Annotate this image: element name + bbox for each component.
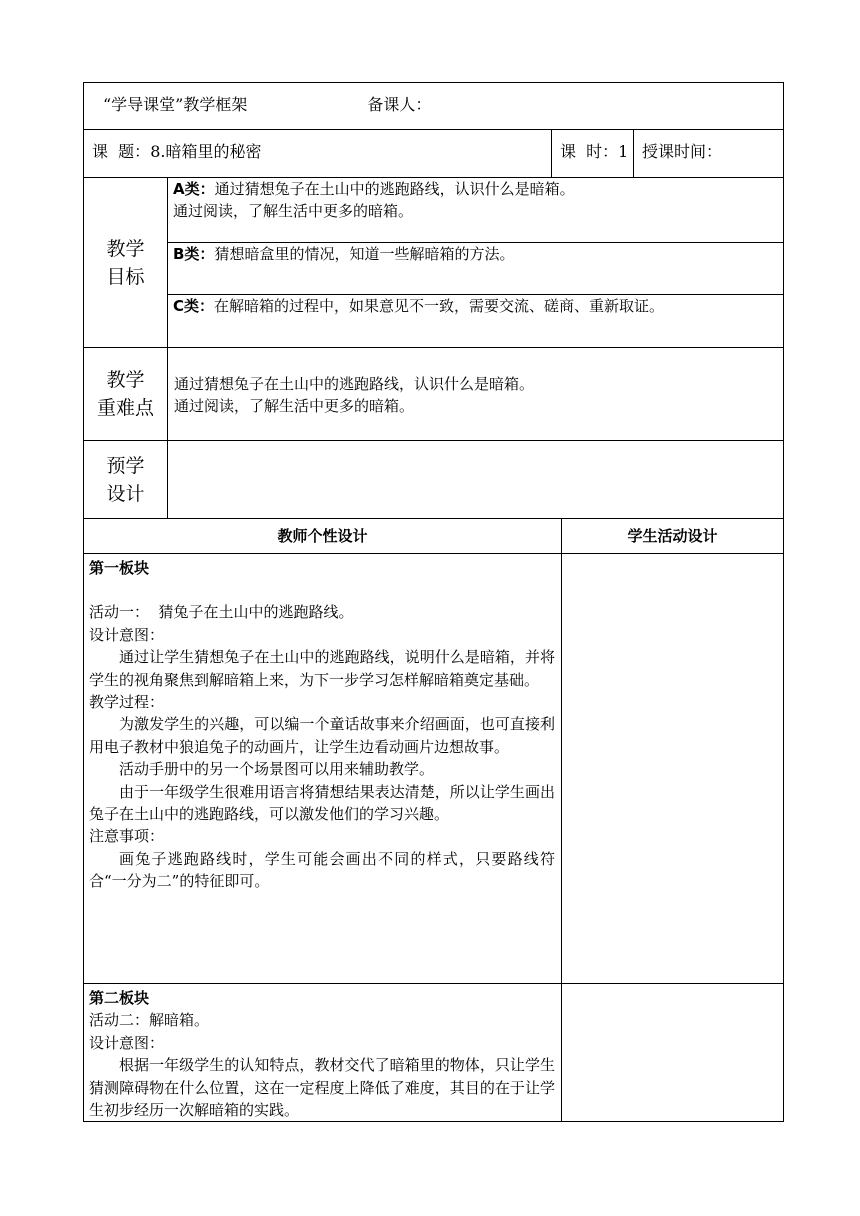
header-row: [84, 83, 784, 130]
design-header-row: [84, 519, 784, 554]
preview-cell: [168, 441, 784, 519]
goal-a-cell: [168, 178, 784, 243]
goal-b-tag: B类：: [173, 245, 215, 263]
preview-label-line1: 预学: [106, 454, 145, 477]
header-cell: [84, 83, 784, 130]
framework-title: “学导课堂”教学框架: [103, 95, 248, 114]
section1-note-text: 画兔子逃跑路线时，学生可能会画出不同的样式，只要路线符合“一分为二”的特征即可。: [89, 849, 555, 891]
goals-label-line1: 教学: [106, 237, 145, 260]
teaching-time-cell: [634, 130, 784, 178]
focus-label-line1: 教学: [106, 369, 145, 391]
topic-row: [84, 130, 784, 178]
preview-label: [84, 441, 168, 519]
goal-a-text2: 通过阅读，了解生活中更多的暗箱。: [173, 202, 414, 220]
section1-intent-text: 通过让学生猜想兔子在土山中的逃跑路线，说明什么是暗箱，并将学生的视角聚焦到解暗箱上来，为下一步学习怎样解暗箱奠定基础。: [89, 648, 555, 689]
goal-b-row: [84, 243, 784, 295]
goal-c-cell: [168, 295, 784, 348]
section1-note-label: 注意事项：: [89, 827, 165, 846]
topic-cell: [84, 130, 552, 178]
goals-label-line2: 目标: [106, 265, 145, 288]
section1-student-cell: [562, 554, 784, 984]
teaching-time-label: 授课时间：: [642, 142, 723, 161]
class-hours: 课 时：1: [560, 142, 629, 161]
focus-label-line2: 重难点: [96, 397, 154, 419]
section2-student-cell: [562, 984, 784, 1122]
goal-a-text: 通过猜想兔子在土山中的逃跑路线，认识什么是暗箱。: [214, 180, 575, 198]
goal-b-cell: [168, 243, 784, 295]
focus-line1: 通过猜想兔子在土山中的逃跑路线，认识什么是暗箱。: [174, 375, 535, 393]
topic-label: 课 题：: [92, 142, 151, 161]
preview-label-line2: 设计: [106, 482, 145, 505]
student-design-header: 学生活动设计: [562, 519, 784, 554]
section1-process-p1: 为激发学生的兴趣，可以编一个童话故事来介绍画面，也可直接利用电子教材中狼追兔子的动画片，让学生边看动画片边想故事。: [89, 715, 555, 756]
section1-intent-label: 设计意图：: [89, 625, 165, 644]
goal-c-row: [84, 295, 784, 348]
section2-row: [84, 984, 784, 1122]
goal-c-tag: C类：: [173, 297, 215, 315]
section1-process-p2: 活动手册中的另一个场景图可以用来辅助教学。: [119, 760, 435, 779]
section1-title: 第一板块: [89, 559, 150, 577]
focus-row: [84, 348, 784, 441]
section1-activity: 活动一： 猜兔子在土山中的逃跑路线。: [89, 603, 354, 622]
section2-cell: [84, 984, 562, 1122]
teacher-design-header: 教师个性设计: [84, 519, 562, 554]
preview-row: [84, 441, 784, 519]
topic-value: 8.暗箱里的秘密: [150, 142, 262, 161]
focus-line2: 通过阅读，了解生活中更多的暗箱。: [174, 397, 415, 415]
focus-label: [84, 348, 168, 441]
design-table: [83, 518, 784, 1122]
section2-intent-label: 设计意图：: [89, 1033, 165, 1052]
section2-title: 第二板块: [89, 989, 150, 1007]
goal-c-text: 在解暗箱的过程中，如果意见不一致，需要交流、磋商、重新取证。: [214, 297, 665, 315]
section1-cell: [84, 554, 562, 984]
goal-b-text: 猜想暗盒里的情况，知道一些解暗箱的方法。: [214, 245, 515, 263]
teacher-label: 备课人：: [367, 95, 432, 114]
class-hours-cell: [552, 130, 634, 178]
focus-cell: [168, 348, 784, 441]
section1-row: [84, 554, 784, 984]
goals-label: [84, 178, 168, 348]
lesson-info-table: [83, 82, 784, 519]
section2-intent-text: 根据一年级学生的认知特点，教材交代了暗箱里的物体，只让学生猜测障碍物在什么位置，这在一定程度上降低了难度，其目的在于让学生初步经历一次解暗箱的实践。: [89, 1056, 555, 1120]
section2-activity: 活动二：解暗箱。: [89, 1011, 210, 1030]
section1-process-label: 教学过程：: [89, 693, 165, 712]
goal-a-row: [84, 178, 784, 243]
section1-process-p3: 由于一年级学生很难用语言将猜想结果表达清楚，所以让学生画出兔子在土山中的逃跑路线，可以激发他们的学习兴趣。: [89, 782, 555, 824]
goal-a-tag: A类：: [173, 180, 215, 198]
